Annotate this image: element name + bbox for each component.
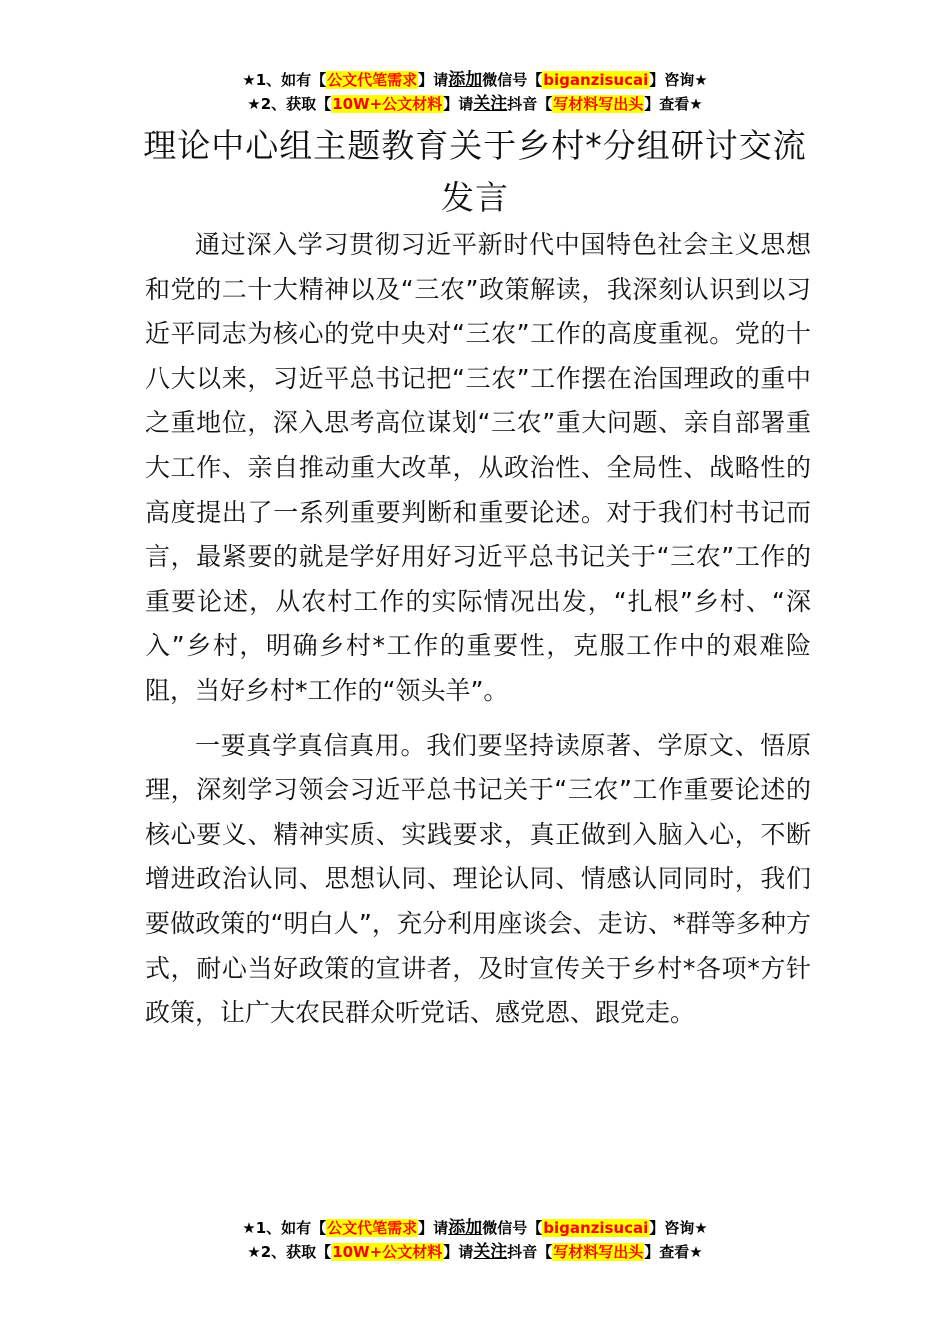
- ad-text: ★2、获取【: [247, 1243, 332, 1261]
- paragraph-intro: 通过深入学习贯彻习近平新时代中国特色社会主义思想和党的二十大精神以及“三农”政策解读，我深刻认识到以习近平同志为核心的党中央对“三农”工作的高度重视。党的十八大以来，习近平总书记把“三农”工作摆在治国理政的重中之重地位，深入思考高位谋划“三农”重大问题、亲自部署重大工作、亲自推动重大改革，从政治性、全局性、战略性的高度提出了一系列重要判断和重要论述。对于我们村书记而言，最紧要的就是学好用好习近平总书记关于“三农”工作的重要论述，从农村工作的实际情况出发，“扎根”乡村、“深入”乡村，明确乡村*工作的重要性，克服工作中的艰难险阻，当好乡村*工作的“领头羊”。: [145, 230, 811, 705]
- ad-line-2: [0, 92, 950, 116]
- ad-line-1: [0, 68, 950, 92]
- ad-line-2: [0, 1240, 950, 1264]
- ad-underlined: 添加: [448, 1218, 483, 1238]
- ad-line-1: [0, 1216, 950, 1240]
- ad-text: 微信号【: [482, 71, 543, 89]
- ad-underlined: 关注: [473, 94, 508, 114]
- ad-underlined: 关注: [473, 1242, 508, 1262]
- ad-highlight: 公文代笔需求: [327, 1219, 418, 1237]
- ad-text: ★1、如有【: [242, 71, 327, 89]
- document-title: 理论中心组主题教育关于乡村*分组研讨交流发言: [143, 126, 807, 217]
- ad-banner-top: [0, 68, 950, 116]
- paragraph-point-1: 一要真学真信真用。我们要坚持读原著、学原文、悟原理，深刻学习领会习近平总书记关于“三农”工作重要论述的核心要义、精神实质、实践要求，真正做到入脑入心，不断增进政治认同、思想认同、理论认同、情感认同同时，我们要做政策的“明白人”，充分利用座谈会、走访、*群等多种方式，耐心当好政策的宣讲者，及时宣传关于乡村*各项*方针政策，让广大农民群众听党话、感党恩、跟党走。: [145, 730, 811, 1028]
- ad-text: ★2、获取【: [247, 95, 332, 113]
- ad-text: 】查看★: [644, 95, 703, 113]
- ad-wechat-id: biganzisucai: [543, 71, 649, 89]
- ad-text: 抖音【: [507, 95, 553, 113]
- ad-text: 】请: [443, 1243, 474, 1261]
- ad-highlight: 10W+公文材料: [332, 1243, 443, 1261]
- ad-text: 】请: [418, 71, 449, 89]
- document-body: [145, 223, 811, 1046]
- ad-underlined: 添加: [448, 70, 483, 90]
- ad-text: 微信号【: [482, 1219, 543, 1237]
- ad-text: ★1、如有【: [242, 1219, 327, 1237]
- ad-highlight: 10W+公文材料: [332, 95, 443, 113]
- ad-wechat-id: biganzisucai: [543, 1219, 649, 1237]
- ad-text: 】查看★: [644, 1243, 703, 1261]
- ad-text: 】咨询★: [649, 71, 708, 89]
- ad-text: 】请: [443, 95, 474, 113]
- ad-douyin-id: 写材料写出头: [553, 1243, 644, 1261]
- ad-banner-bottom: [0, 1216, 950, 1264]
- ad-douyin-id: 写材料写出头: [553, 95, 644, 113]
- ad-highlight: 公文代笔需求: [327, 71, 418, 89]
- ad-text: 】咨询★: [649, 1219, 708, 1237]
- ad-text: 抖音【: [507, 1243, 553, 1261]
- ad-text: 】请: [418, 1219, 449, 1237]
